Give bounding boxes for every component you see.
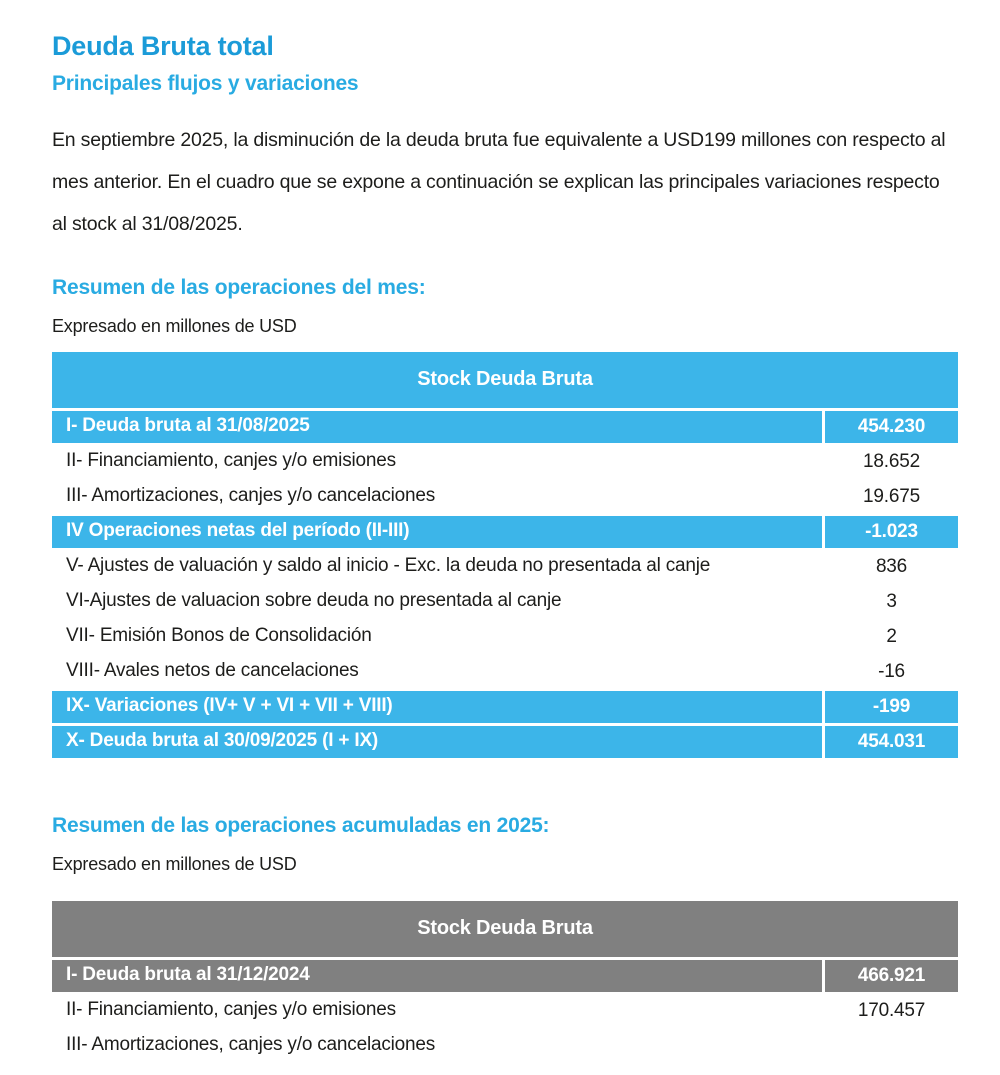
row-label: VII- Emisión Bonos de Consolidación (66, 625, 372, 647)
row-value: 19.675 (822, 481, 958, 513)
row-label: III- Amortizaciones, canjes y/o cancelaciones (66, 1034, 436, 1056)
table-row (52, 723, 958, 758)
row-label: X- Deuda bruta al 30/09/2025 (I + IX) (66, 730, 379, 752)
table-row (52, 1027, 958, 1062)
row-label: II- Financiamiento, canjes y/o emisiones (66, 999, 396, 1021)
section-heading-monthly: Resumen de las operaciones del mes: (52, 275, 426, 299)
intro-paragraph: En septiembre 2025, la disminución de la deuda bruta fue equivalente a USD199 millones con respecto al mes anterior. En el cuadro que se expone a continuación se explican las principales variaciones respecto al stock al 31/08/2025. (52, 128, 946, 235)
row-label: I- Deuda bruta al 31/08/2025 (66, 415, 310, 437)
table-row (52, 513, 958, 548)
section-accumulated-operations (52, 813, 958, 1062)
row-value: 3 (822, 586, 958, 618)
row-value: 18.652 (822, 446, 958, 478)
row-label: I- Deuda bruta al 31/12/2024 (66, 964, 310, 986)
table-row (52, 957, 958, 992)
table-row (52, 992, 958, 1027)
page-subtitle: Principales flujos y variaciones (52, 72, 359, 96)
row-value: 836 (822, 551, 958, 583)
table-row (52, 583, 958, 618)
row-value: 454.031 (822, 726, 958, 758)
table-row (52, 688, 958, 723)
page-title: Deuda Bruta total (52, 31, 274, 61)
row-label: IX- Variaciones (IV+ V + VI + VII + VIII) (66, 695, 393, 717)
table-row (52, 548, 958, 583)
table-row (52, 443, 958, 478)
row-value: -1.023 (822, 516, 958, 548)
table-header: Stock Deuda Bruta (52, 901, 958, 957)
section-monthly-operations (52, 275, 958, 758)
table-row (52, 408, 958, 443)
accumulated-debt-table (52, 901, 958, 1062)
unit-note-monthly: Expresado en millones de USD (52, 315, 297, 336)
row-label: II- Financiamiento, canjes y/o emisiones (66, 450, 396, 472)
row-value: 170.457 (822, 995, 958, 1027)
table-row (52, 618, 958, 653)
row-value: 454.230 (822, 411, 958, 443)
table-header: Stock Deuda Bruta (52, 352, 958, 408)
row-value: 466.921 (822, 960, 958, 992)
row-label: III- Amortizaciones, canjes y/o cancelaciones (66, 485, 436, 507)
row-label: VIII- Avales netos de cancelaciones (66, 660, 359, 682)
row-value: -16 (822, 656, 958, 688)
unit-note-accumulated: Expresado en millones de USD (52, 853, 297, 874)
table-row (52, 478, 958, 513)
table-row (52, 653, 958, 688)
section-heading-accumulated: Resumen de las operaciones acumuladas en 2025: (52, 813, 550, 837)
row-label: V- Ajustes de valuación y saldo al inicio - Exc. la deuda no presentada al canje (66, 555, 711, 577)
monthly-debt-table (52, 352, 958, 758)
row-label: VI-Ajustes de valuacion sobre deuda no presentada al canje (66, 590, 562, 612)
row-value (822, 1030, 958, 1062)
row-value: -199 (822, 691, 958, 723)
row-label: IV Operaciones netas del período (II-III) (66, 520, 410, 542)
row-value: 2 (822, 621, 958, 653)
